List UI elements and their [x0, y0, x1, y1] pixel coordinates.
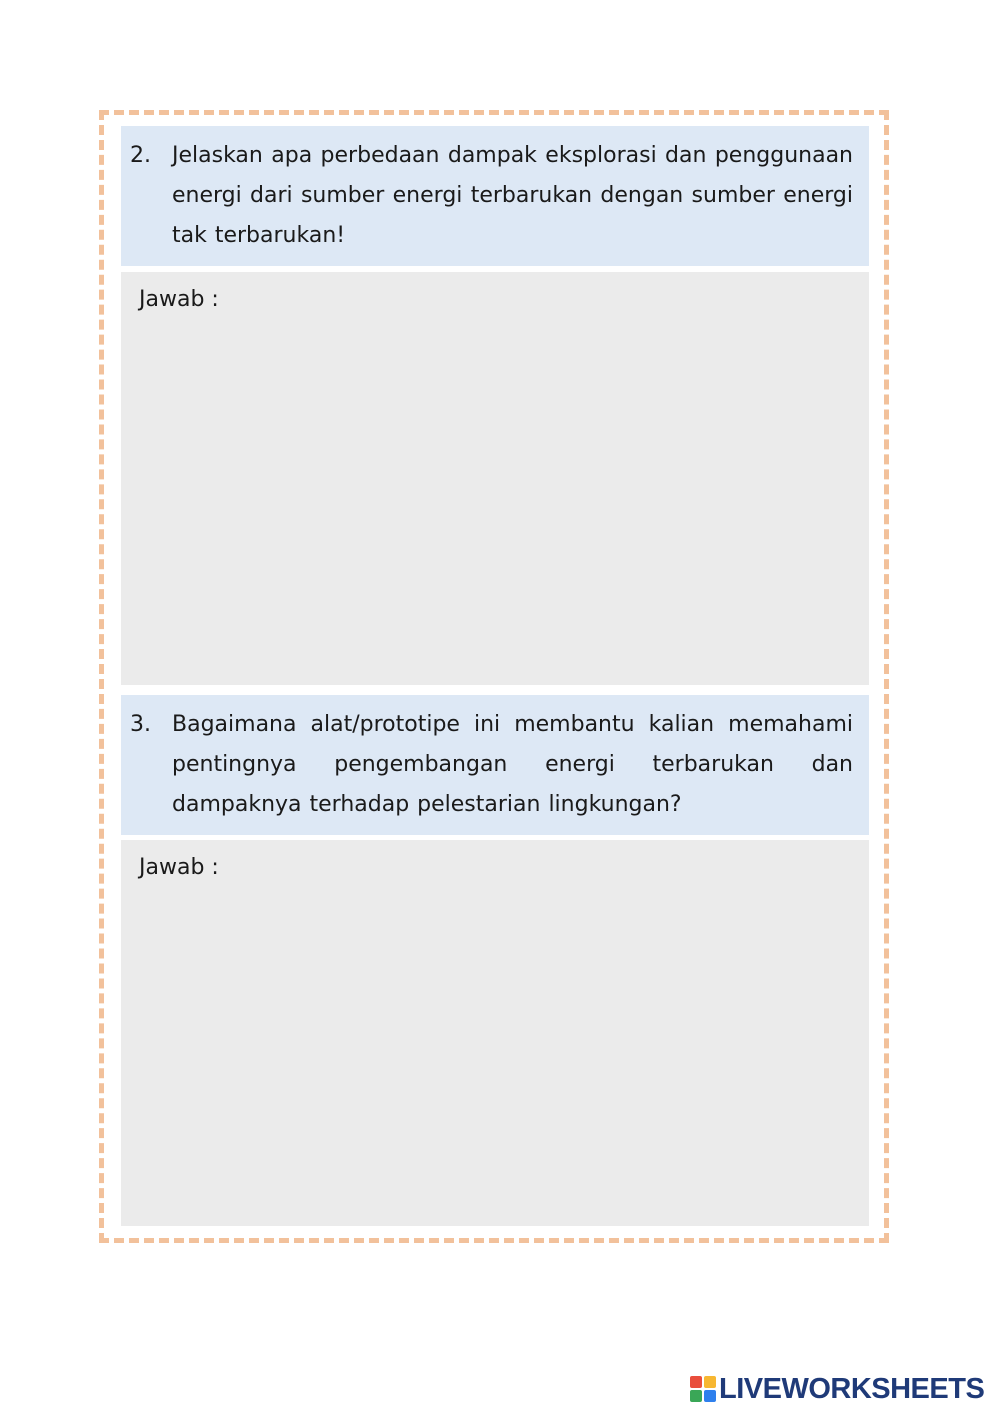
- question-text: Bagaimana alat/prototipe ini membantu kalian memahami pentingnya pengembangan energi terbarukan dan dampaknya terhadap pelestarian lingkungan?: [172, 712, 853, 817]
- question-2-box: [121, 126, 869, 266]
- question-number: 2.: [130, 143, 151, 168]
- question-3-box: [121, 695, 869, 835]
- liveworksheets-watermark: [690, 1374, 984, 1404]
- answer-box-2[interactable]: [121, 272, 869, 685]
- question-text: Jelaskan apa perbedaan dampak eksplorasi dan penggunaan energi dari sumber energi terbarukan dengan sumber energi tak terbarukan!: [172, 143, 853, 248]
- answer-label: Jawab :: [139, 287, 219, 312]
- question-number: 3.: [130, 712, 151, 737]
- liveworksheets-logo-icon: [690, 1376, 716, 1402]
- answer-label: Jawab :: [139, 855, 219, 880]
- answer-box-3[interactable]: [121, 840, 869, 1226]
- watermark-text: LIVEWORKSHEETS: [719, 1372, 985, 1405]
